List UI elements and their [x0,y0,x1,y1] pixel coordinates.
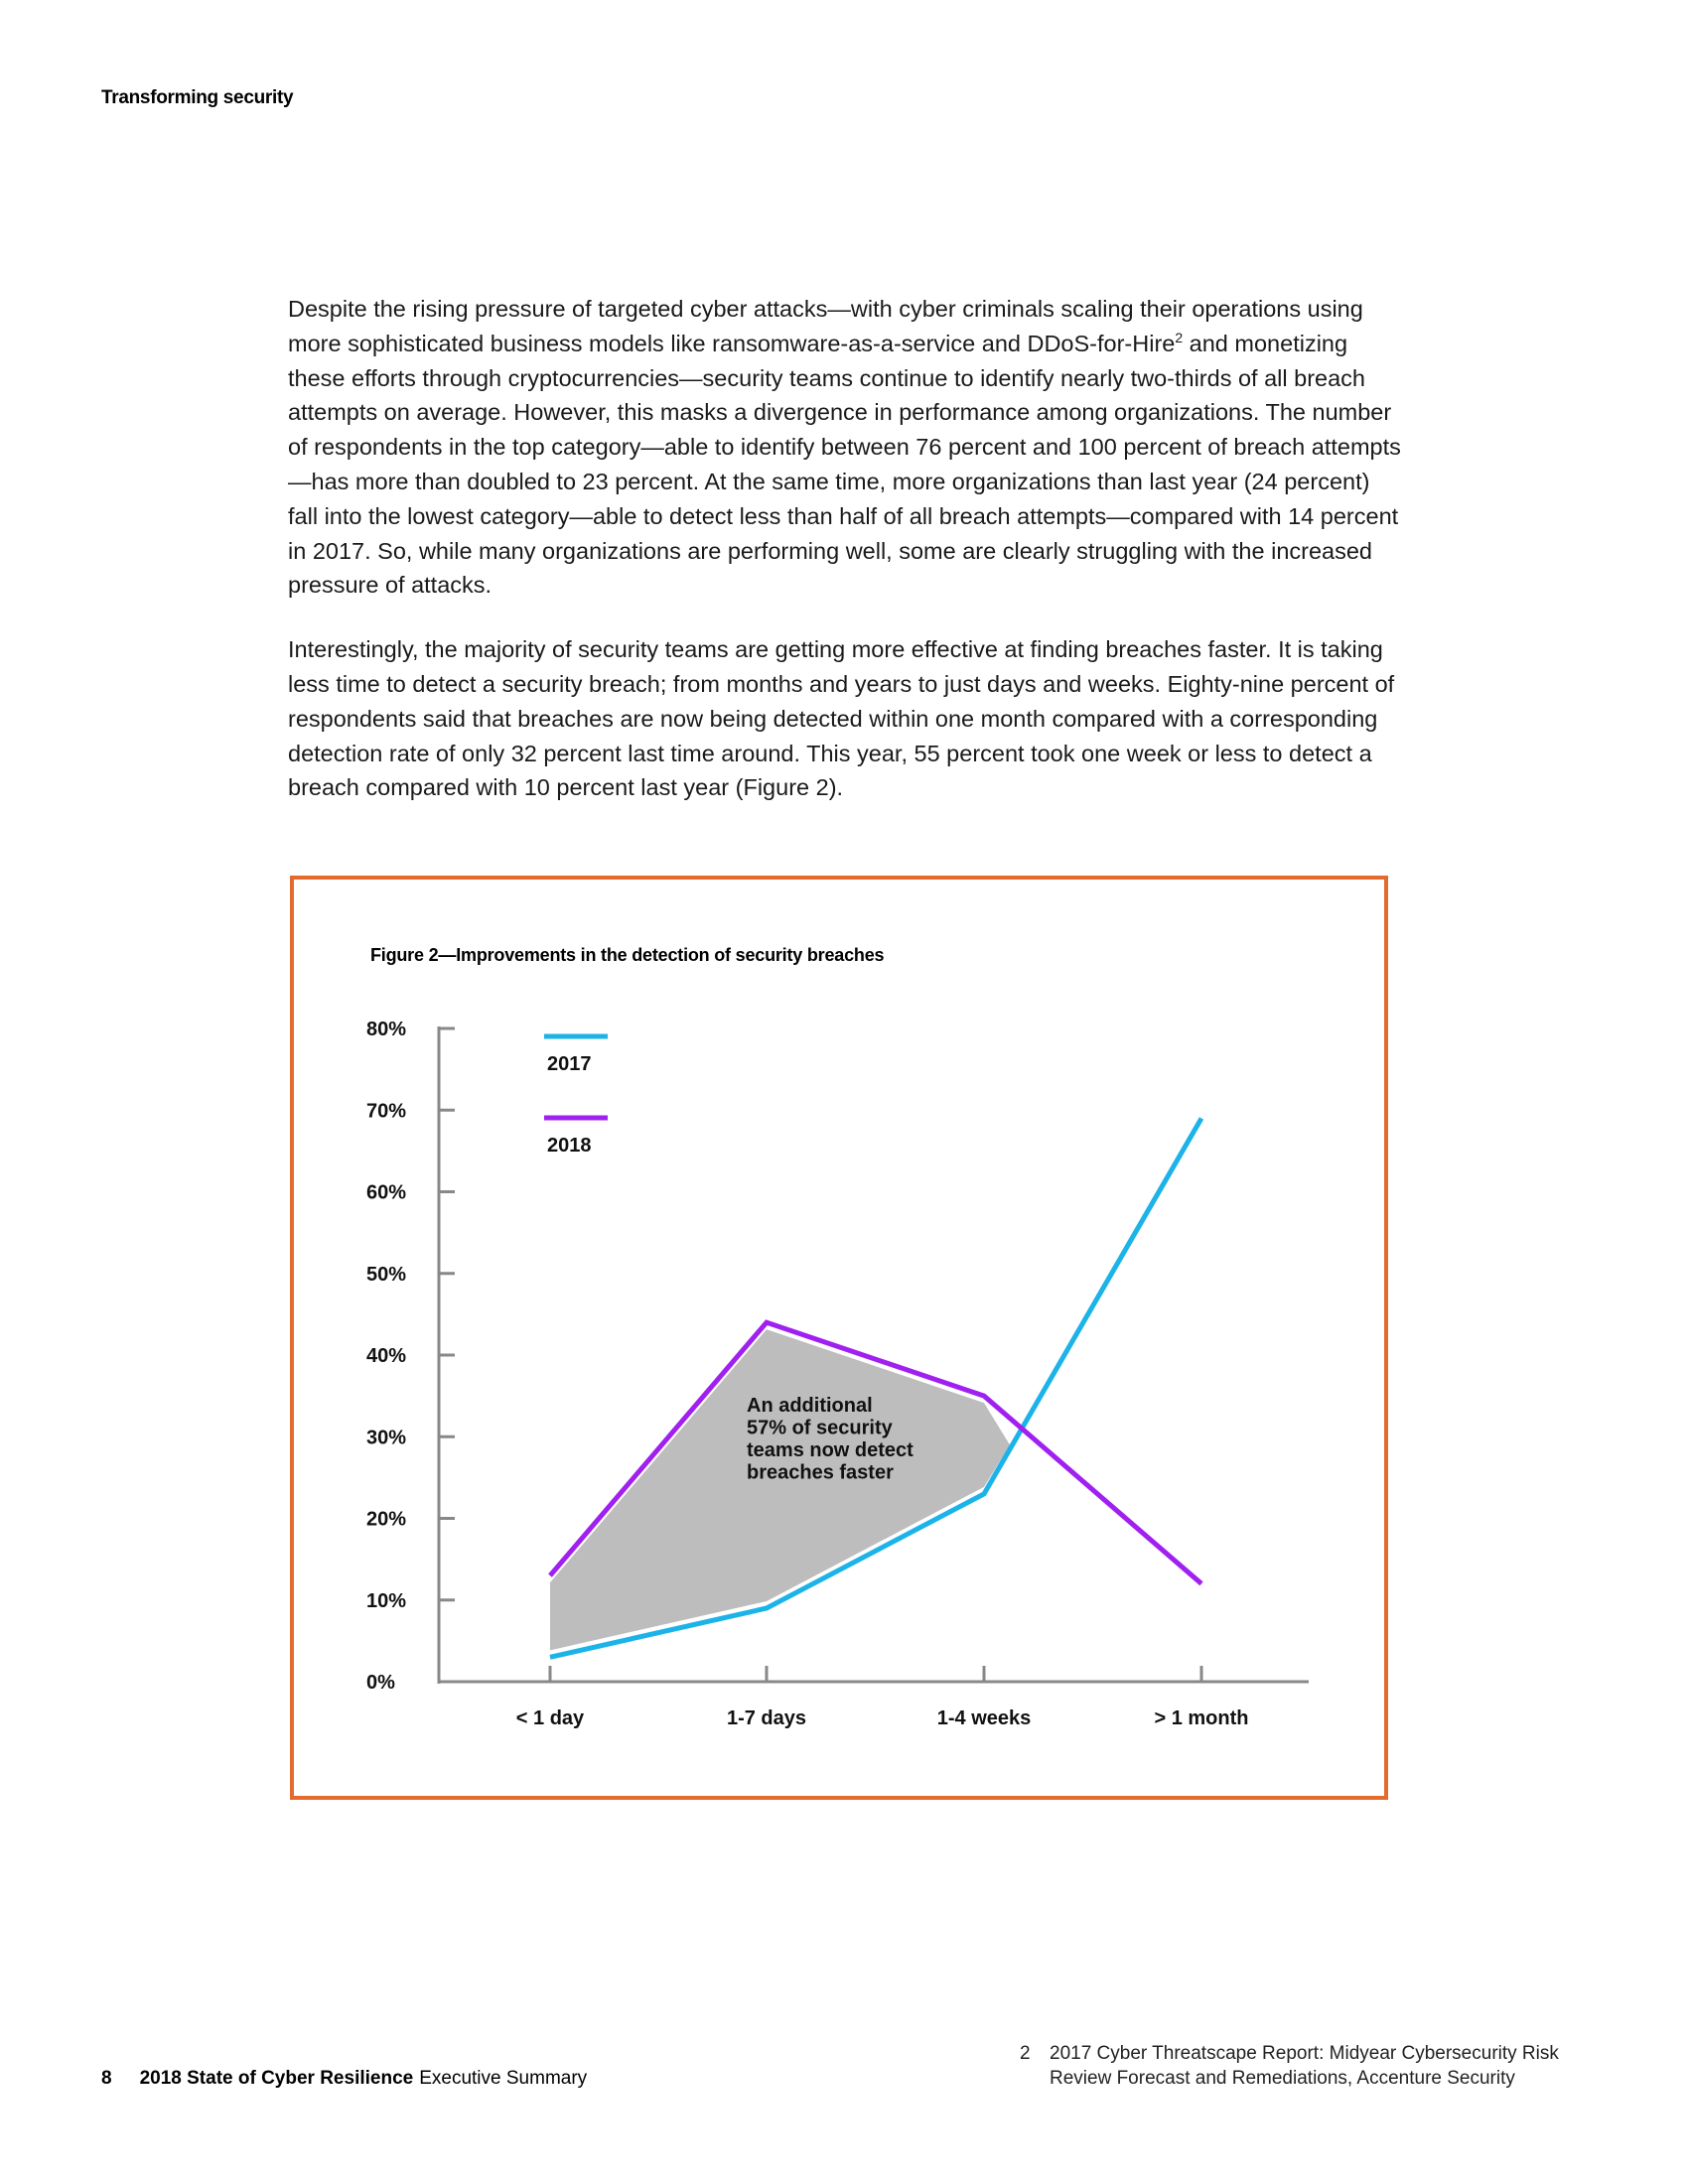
body-text [288,292,1405,835]
annotation-line: breaches faster [747,1461,894,1484]
x-tick-label: > 1 month [1154,1707,1249,1729]
annotation-line: teams now detect [747,1439,914,1461]
x-tick-label: 1-7 days [726,1707,807,1729]
footnote-ref: 2 [1175,329,1184,345]
y-tick-label: 0% [366,1672,395,1694]
figure-box [290,876,1388,1800]
report-subtitle: Executive Summary [419,2068,588,2089]
paragraph-1: Despite the rising pressure of targeted cyber attacks—with cyber criminals scaling their operations using more sophisticated business models like ransomware-as-a-service and DDoS-for-Hire$^2$ and monetizing these efforts through cryptocurrencies—security teams continue to identify nearly two-thirds of all breach attempts on average. However, this masks a divergence in performance among organizations. The number of respondents in the top category—able to identify between 76 percent and 100 percent of breach attempts—has more than doubled to 23 percent. At the same time, more organizations than last year (24 percent) fall into the lowest category—able to detect less than half of all breach attempts—compared with 14 percent in 2017. So, while many organizations are performing well, some are clearly struggling with the increased pressure of attacks. [288,296,1401,599]
legend-label-2017: 2017 [547,1053,592,1075]
x-tick-label: 1-4 weeks [936,1707,1032,1729]
annotation-line: An additional [747,1395,873,1417]
y-tick-label: 20% [366,1508,407,1531]
footnote-text: 2017 Cyber Threatscape Report: Midyear Cybersecurity Risk Review Forecast and Remediations, Accenture Security [1050,2043,1559,2089]
legend-label-2018: 2018 [547,1135,592,1157]
footnote-number: 2 [1020,2043,1031,2064]
page-number: 8 [101,2068,112,2089]
paragraph-2: Interestingly, the majority of security teams are getting more effective at finding breaches faster. It is taking less time to detect a security breach; from months and years to just days and weeks. Eighty-nine percent of respondents said that breaches are now being detected within one month compared with a corresponding detection rate of only 32 percent last time around. This year, 55 percent took one week or less to detect a breach compared with 10 percent last year (Figure 2). [288,636,1395,801]
y-tick-label: 70% [366,1100,407,1123]
y-tick-label: 10% [366,1589,407,1612]
section-label: Transforming security [101,87,294,108]
y-tick-label: 80% [366,1019,407,1040]
page-footer [101,2068,587,2090]
y-tick-label: 60% [366,1181,407,1204]
y-tick-label: 30% [366,1427,407,1449]
y-tick-label: 40% [366,1345,407,1367]
detection-line-chart [294,880,1384,1796]
figure-title: Figure 2—Improvements in the detection of security breaches [370,945,885,965]
annotation-line: 57% of security [747,1417,893,1439]
x-tick-label: < 1 day [515,1707,585,1729]
y-tick-label: 50% [366,1263,407,1286]
report-title: 2018 State of Cyber Resilience [139,2068,414,2089]
